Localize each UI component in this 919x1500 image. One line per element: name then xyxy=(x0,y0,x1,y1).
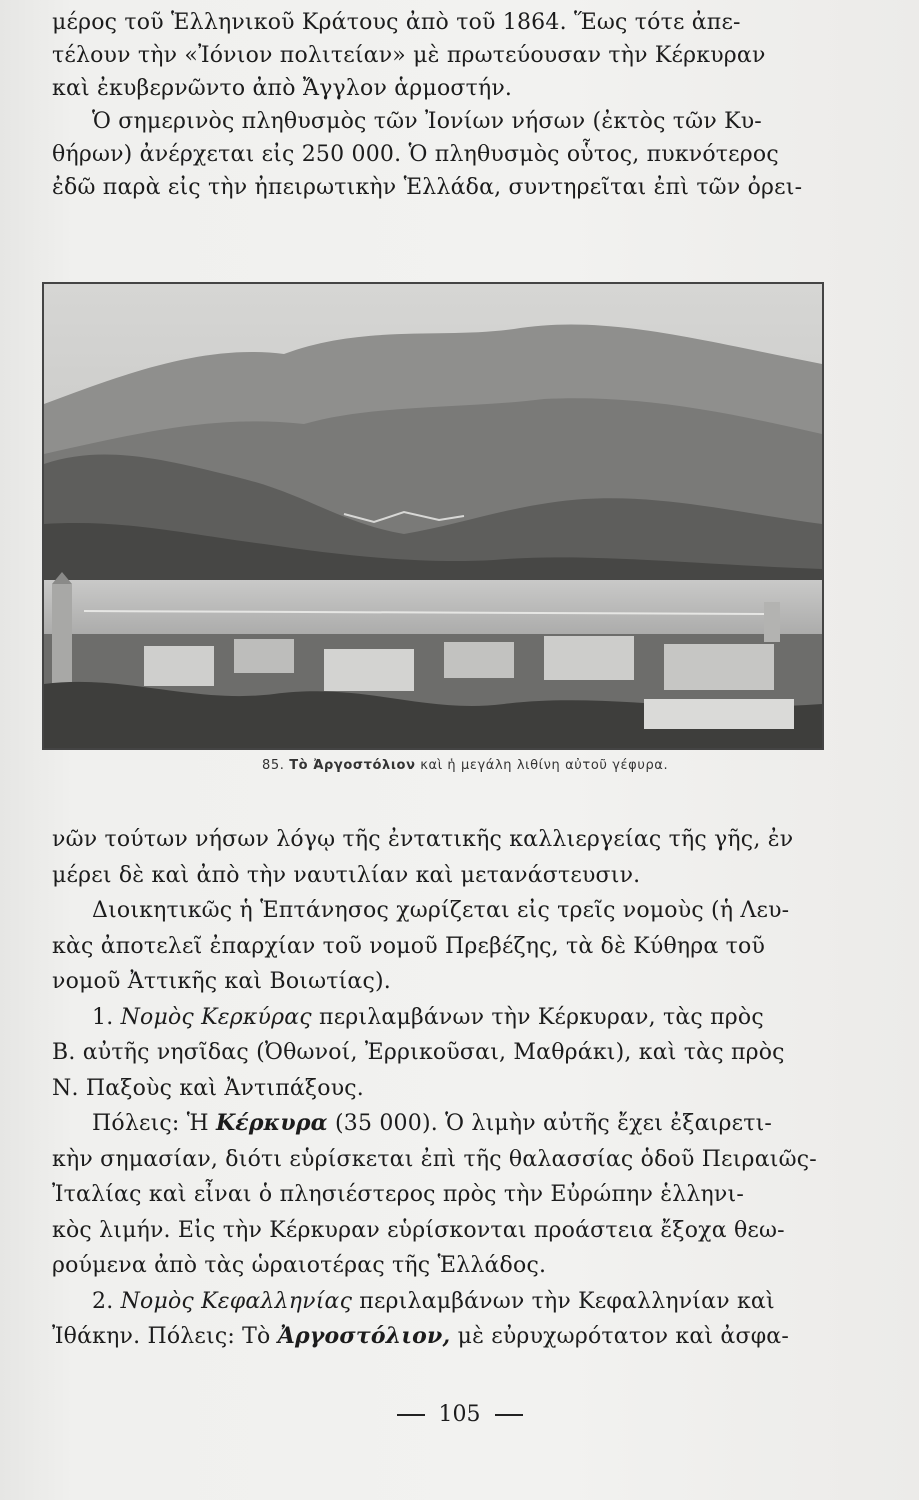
text-line: Διοικητικῶς ἡ Ἑπτάνησος χωρίζεται εἰς τρεῖς νομοὺς (ἡ Λευ- xyxy=(92,898,790,923)
figure-caption xyxy=(262,758,668,773)
argostoli-photograph xyxy=(42,282,824,750)
text-line: Β. αὐτῆς νησῖδας (Ὀθωνοί, Ἐρρικοῦσαι, Μαθράκι), καὶ τὰς πρὸς xyxy=(52,1040,785,1065)
text-line: Ἰθάκην. Πόλεις: Τὸ Ἀργοστόλιον, μὲ εὐρυχωρότατον καὶ ἀσφα- xyxy=(52,1323,789,1349)
text-line: Ὁ σημερινὸς πληθυσμὸς τῶν Ἰονίων νήσων (ἐκτὸς τῶν Κυ- xyxy=(92,109,762,134)
text-line: τέλουν τὴν «Ἰόνιον πολιτείαν» μὲ πρωτεύουσαν τὴν Κέρκυραν xyxy=(52,43,766,68)
text-line: κὸς λιμήν. Εἰς τὴν Κέρκυραν εὑρίσκονται προάστεια ἔξοχα θεω- xyxy=(52,1217,785,1243)
dash-left xyxy=(397,1414,425,1416)
text-line: 2. Νομὸς Κεφαλληνίας περιλαμβάνων τὴν Κεφαλληνίαν καὶ xyxy=(92,1288,775,1314)
caption-title: Τὸ Ἀργοστόλιον xyxy=(289,758,416,773)
text-line: νομοῦ Ἀττικῆς καὶ Βοιωτίας). xyxy=(52,969,391,994)
prefecture-name: Νομὸς Κερκύρας xyxy=(120,1004,312,1030)
caption-text: καὶ ἡ μεγάλη λιθίνη αὐτοῦ γέφυρα. xyxy=(420,758,669,773)
photo-landscape-illustration xyxy=(44,284,822,748)
city-name: Ἀργοστόλιον, xyxy=(277,1323,451,1349)
text-line: Ἰταλίας καὶ εἶναι ὁ πλησιέστερος πρὸς τὴν Εὐρώπην ἑλληνι- xyxy=(52,1182,744,1207)
text-line: νῶν τούτων νήσων λόγῳ τῆς ἐντατικῆς καλλιεργείας τῆς γῆς, ἐν xyxy=(52,827,794,852)
text-line: θήρων) ἀνέρχεται εἰς 250 000. Ὁ πληθυσμὸς οὗτος, πυκνότερος xyxy=(52,142,779,167)
city-name: Κέρκυρα xyxy=(215,1110,328,1136)
text-line: μέρει δὲ καὶ ἀπὸ τὴν ναυτιλίαν καὶ μετανάστευσιν. xyxy=(52,862,641,888)
text-line: καὶ ἐκυβερνῶντο ἀπὸ Ἄγγλον ἁρμοστήν. xyxy=(52,76,513,101)
text-line: μέρος τοῦ Ἑλληνικοῦ Κράτους ἀπὸ τοῦ 1864. Ἕως τότε ἀπε- xyxy=(52,10,741,35)
text-line: ἐδῶ παρὰ εἰς τὴν ἠπειρωτικὴν Ἑλλάδα, συντηρεῖται ἐπὶ τῶν ὀρει- xyxy=(52,175,803,200)
text-line: ρούμενα ἀπὸ τὰς ὡραιοτέρας τῆς Ἑλλάδος. xyxy=(52,1253,547,1278)
text-line: 1. Νομὸς Κερκύρας περιλαμβάνων τὴν Κέρκυραν, τὰς πρὸς xyxy=(92,1004,764,1030)
caption-number: 85. xyxy=(262,758,285,773)
text-line: Πόλεις: Ἡ Κέρκυρα (35 000). Ὁ λιμὴν αὐτῆς ἔχει ἐξαιρετι- xyxy=(92,1110,773,1136)
text-line: κὰς ἀποτελεῖ ἐπαρχίαν τοῦ νομοῦ Πρεβέζης, τὰ δὲ Κύθηρα τοῦ xyxy=(52,933,766,959)
dash-right xyxy=(495,1414,523,1416)
text-line: κὴν σημασίαν, διότι εὑρίσκεται ἐπὶ τῆς θαλασσίας ὁδοῦ Πειραιῶς- xyxy=(52,1146,817,1172)
body-paragraphs xyxy=(52,822,842,1355)
top-paragraph xyxy=(52,6,842,204)
page-number: 105 xyxy=(0,1402,919,1427)
prefecture-name: Νομὸς Κεφαλληνίας xyxy=(120,1288,353,1314)
text-line: Ν. Παξοὺς καὶ Ἀντιπάξους. xyxy=(52,1075,364,1101)
